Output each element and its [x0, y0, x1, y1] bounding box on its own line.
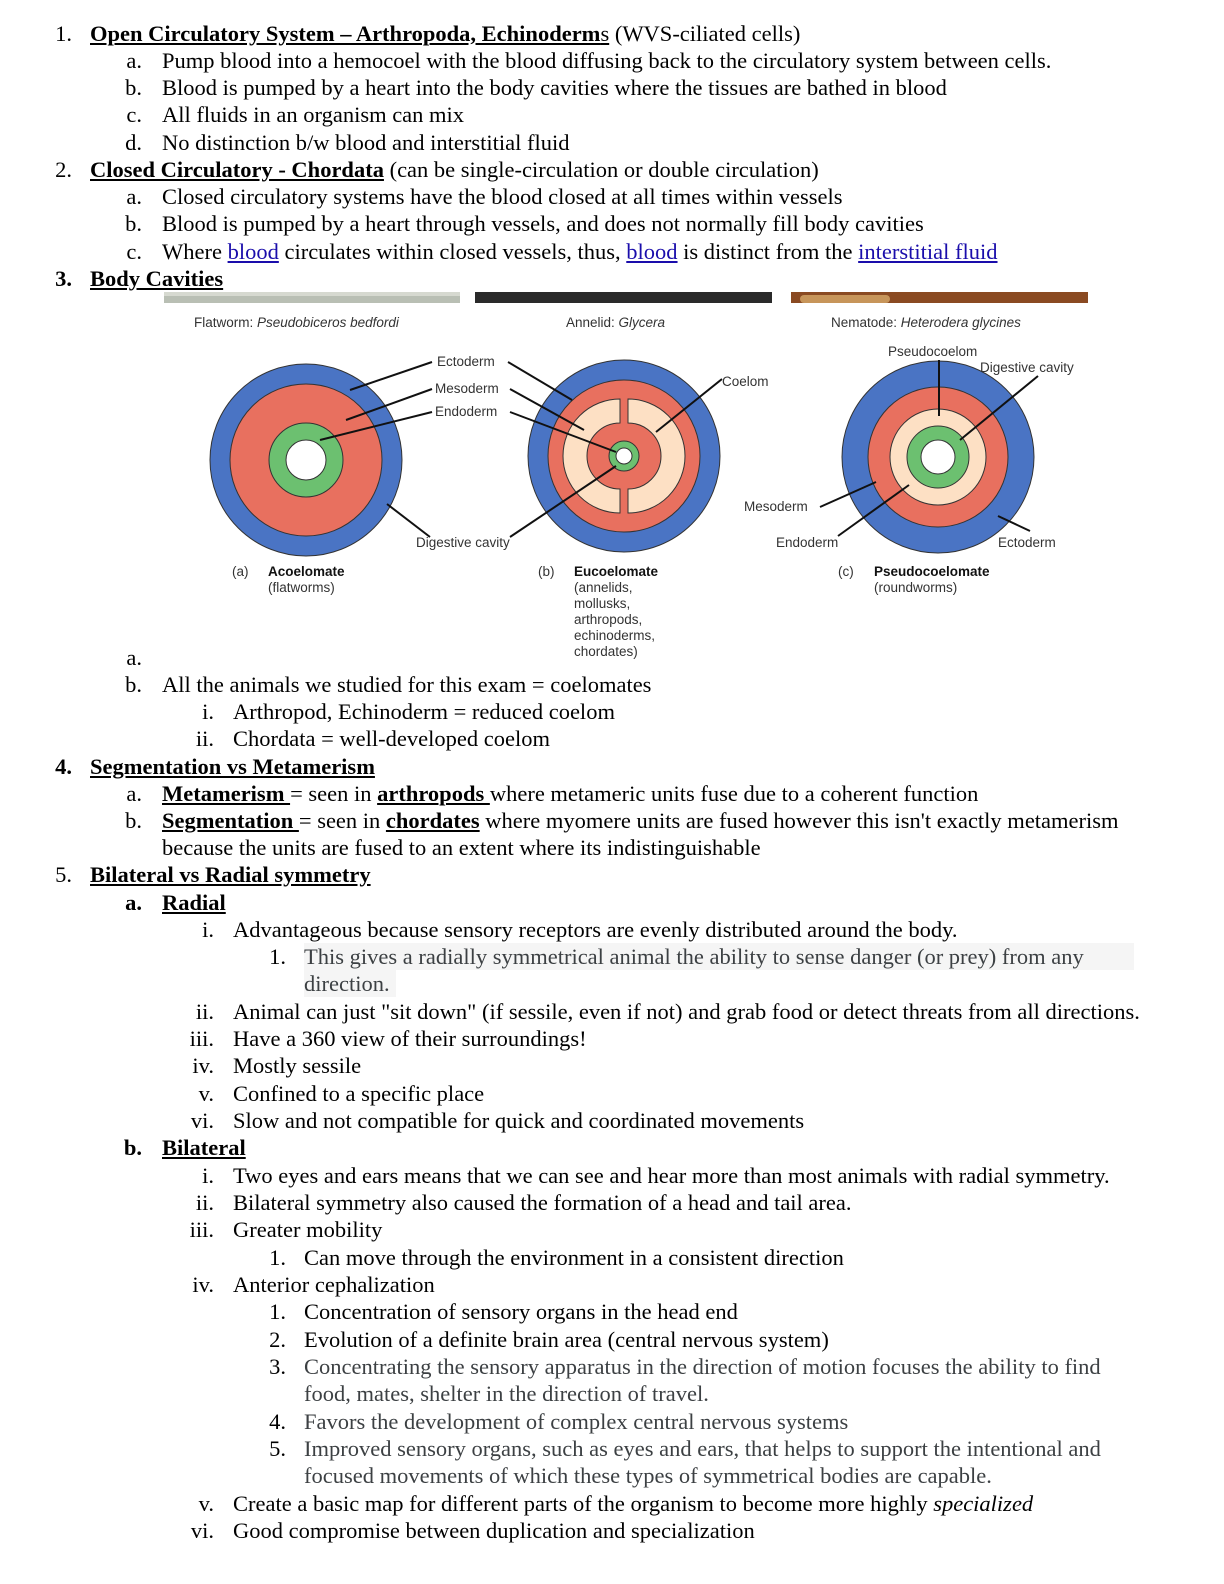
- list-item: Improved sensory organs, such as eyes and ears, that helps to support the intentional and: [304, 1436, 1101, 1461]
- list-item: This gives a radially symmetrical animal the ability to sense danger (or prey) from any: [304, 943, 1134, 970]
- caption-marker: (c): [838, 564, 854, 579]
- key-term: arthropods: [377, 781, 490, 806]
- list-marker: iii.: [189, 1217, 214, 1242]
- body-cavities-figure: [160, 292, 1090, 660]
- text-run: Where: [162, 239, 228, 264]
- list-item: Blood is pumped by a heart through vessels, and does not normally fill body cavities: [162, 211, 924, 236]
- bilateral-heading: [162, 1134, 246, 1161]
- caption-group: Annelid:: [566, 315, 619, 330]
- blood-link[interactable]: blood: [626, 239, 678, 264]
- blood-link[interactable]: blood: [227, 239, 279, 264]
- photo-caption-flatworm: [194, 315, 400, 330]
- label-endoderm: Endoderm: [776, 535, 839, 550]
- text-run: where myomere units are fused however this isn't exactly metamerism: [479, 808, 1119, 833]
- list-item: Concentrating the sensory apparatus in the direction of motion focuses the ability to find: [304, 1354, 1101, 1379]
- list-marker: a.: [126, 781, 142, 806]
- list-item: Favors the development of complex central nervous systems: [304, 1409, 849, 1434]
- caption-sub: arthropods,: [574, 612, 643, 627]
- list-marker: c.: [126, 102, 142, 127]
- text-run: where metameric units fuse due to a coherent function: [489, 781, 979, 806]
- label-digestive-cavity: Digestive cavity: [416, 535, 510, 550]
- label-mesoderm: Mesoderm: [744, 499, 808, 514]
- list-marker: 5.: [269, 1436, 286, 1461]
- list-marker: b.: [125, 672, 142, 697]
- list-marker: a.: [125, 890, 142, 915]
- list-marker: i.: [202, 1163, 214, 1188]
- list-marker: a.: [126, 48, 142, 73]
- list-marker: 1.: [269, 944, 286, 969]
- list-item: Mostly sessile: [233, 1053, 362, 1078]
- text-run: is distinct from the: [677, 239, 859, 264]
- eucoelomate-diagram: [528, 360, 720, 552]
- section-title: Segmentation vs Metamerism: [90, 754, 375, 779]
- list-item: [233, 1490, 1033, 1517]
- caption-group: Nematode:: [831, 315, 901, 330]
- caption-sub: (roundworms): [874, 580, 958, 595]
- list-marker: b.: [123, 1135, 142, 1160]
- list-item: Can move through the environment in a consistent direction: [304, 1245, 844, 1270]
- section-title: Body Cavities: [90, 266, 224, 291]
- list-item-continuation: because the units are fused to an extent where its indistinguishable: [162, 835, 761, 860]
- text-run: = seen in: [298, 808, 386, 833]
- caption-species: Glycera: [618, 315, 666, 330]
- list-item-continuation: food, mates, shelter in the direction of travel.: [304, 1381, 709, 1406]
- list-item: Concentration of sensory organs in the head end: [304, 1299, 738, 1324]
- list-item: Blood is pumped by a heart into the body cavities where the tissues are bathed in blood: [162, 75, 947, 100]
- caption-species: Heterodera glycines: [900, 315, 1021, 330]
- section-note: (can be single-circulation or double circulation): [383, 157, 819, 182]
- list-number: 3.: [55, 266, 72, 291]
- caption-sub: chordates): [574, 644, 638, 659]
- subsection-title: Bilateral: [162, 1135, 246, 1160]
- list-item: Arthropod, Echinoderm = reduced coelom: [233, 699, 615, 724]
- list-item: Chordata = well-developed coelom: [233, 726, 550, 751]
- list-item: Two eyes and ears means that we can see and hear more than most animals with radial symmetry.: [233, 1163, 1110, 1188]
- digestive-cavity: [921, 440, 955, 474]
- emphasis: specialized: [933, 1491, 1034, 1516]
- list-marker: 1.: [269, 1299, 286, 1324]
- section-3-heading: [90, 265, 223, 292]
- list-marker: iii.: [189, 1026, 214, 1051]
- list-marker: 3.: [269, 1354, 286, 1379]
- caption-species: Pseudobiceros bedfordi: [257, 315, 399, 330]
- nematode-photo-detail: [800, 295, 890, 303]
- key-term: Metamerism: [162, 781, 291, 806]
- radial-heading: [162, 889, 226, 916]
- list-item: Greater mobility: [233, 1217, 383, 1242]
- caption-marker: (b): [538, 564, 555, 579]
- section-title: Open Circulatory System – Arthropoda, Echinoderm: [90, 21, 601, 46]
- list-marker: 2.: [269, 1327, 286, 1352]
- subsection-title: Radial: [162, 890, 226, 915]
- caption-title: Pseudocoelomate: [874, 564, 990, 579]
- list-item: Evolution of a definite brain area (central nervous system): [304, 1327, 829, 1352]
- list-marker: iv.: [192, 1053, 214, 1078]
- list-item-continuation: direction.: [304, 970, 396, 997]
- digestive-cavity: [286, 440, 326, 480]
- caption-group: Flatworm:: [194, 315, 258, 330]
- section-note: (WVS-ciliated cells): [609, 21, 801, 46]
- list-item: Anterior cephalization: [233, 1272, 435, 1297]
- label-pseudocoelom: Pseudocoelom: [888, 344, 978, 359]
- list-item: All the animals we studied for this exam = coelomates: [162, 672, 652, 697]
- leader-line: [350, 362, 432, 390]
- interstitial-fluid-link[interactable]: interstitial fluid: [858, 239, 998, 264]
- list-item: No distinction b/w blood and interstitial fluid: [162, 130, 570, 155]
- list-item: Good compromise between duplication and specialization: [233, 1518, 755, 1543]
- acoelomate-diagram: [210, 364, 402, 556]
- list-marker: vi.: [190, 1518, 214, 1543]
- list-number: 1.: [55, 21, 72, 46]
- list-item: Animal can just "sit down" (if sessile, even if not) and grab food or detect threats from all directions.: [233, 999, 1140, 1024]
- label-endoderm: Endoderm: [435, 404, 498, 419]
- list-item: [162, 807, 1119, 834]
- list-item: Confined to a specific place: [233, 1081, 485, 1106]
- text-run: Create a basic map for different parts of the organism to become more highly: [233, 1491, 934, 1516]
- list-item: Have a 360 view of their surroundings!: [233, 1026, 587, 1051]
- text-run: circulates within closed vessels, thus,: [278, 239, 627, 264]
- list-marker: vi.: [190, 1108, 214, 1133]
- list-marker: a.: [126, 645, 142, 670]
- section-5-heading: [90, 861, 371, 888]
- list-marker: i.: [202, 699, 214, 724]
- list-item: Bilateral symmetry also caused the formation of a head and tail area.: [233, 1190, 852, 1215]
- list-number: 2.: [55, 157, 72, 182]
- section-2-heading: [90, 156, 819, 183]
- caption-sub: (flatworms): [268, 580, 335, 595]
- caption-sub: mollusks,: [574, 596, 631, 611]
- list-marker: v.: [198, 1491, 214, 1516]
- list-item: Slow and not compatible for quick and coordinated movements: [233, 1108, 805, 1133]
- list-item-continuation: focused movements of which these types of symmetrical bodies are capable.: [304, 1463, 992, 1488]
- list-marker: a.: [126, 184, 142, 209]
- label-mesoderm: Mesoderm: [435, 381, 499, 396]
- key-term: chordates: [385, 808, 480, 833]
- list-marker: b.: [125, 211, 142, 236]
- list-marker: d.: [125, 130, 142, 155]
- list-marker: b.: [125, 808, 142, 833]
- label-coelom: Coelom: [722, 374, 769, 389]
- section-title: Closed Circulatory - Chordata: [90, 157, 384, 182]
- label-digestive-cavity: Digestive cavity: [980, 360, 1074, 375]
- list-marker: i.: [202, 917, 214, 942]
- list-marker: v.: [198, 1081, 214, 1106]
- label-ectoderm: Ectoderm: [437, 354, 495, 369]
- list-item: Closed circulatory systems have the blood closed at all times within vessels: [162, 184, 843, 209]
- list-marker: iv.: [192, 1272, 214, 1297]
- section-title: Bilateral vs Radial symmetry: [90, 862, 371, 887]
- list-number: 5.: [55, 862, 72, 887]
- list-marker: c.: [126, 239, 142, 264]
- label-ectoderm: Ectoderm: [998, 535, 1056, 550]
- photo-caption-annelid: [566, 315, 666, 330]
- list-marker: ii.: [195, 726, 214, 751]
- list-item: Pump blood into a hemocoel with the blood diffusing back to the circulatory system between cells.: [162, 48, 1052, 73]
- list-item: [162, 238, 998, 265]
- list-marker: ii.: [195, 1190, 214, 1215]
- list-marker: ii.: [195, 999, 214, 1024]
- caption-sub: (annelids,: [574, 580, 633, 595]
- section-4-heading: [90, 753, 375, 780]
- list-item: All fluids in an organism can mix: [162, 102, 465, 127]
- annelid-photo: [475, 292, 772, 303]
- flatworm-photo-texture: [164, 292, 460, 296]
- photo-caption-nematode: [831, 315, 1021, 330]
- list-marker: 1.: [269, 1245, 286, 1270]
- digestive-cavity: [616, 448, 632, 464]
- leader-line: [387, 504, 430, 537]
- list-number: 4.: [55, 754, 72, 779]
- section-title-suffix: s: [600, 21, 610, 46]
- key-term: Segmentation: [162, 808, 299, 833]
- caption-title: Acoelomate: [268, 564, 345, 579]
- caption-marker: (a): [232, 564, 249, 579]
- list-item: Advantageous because sensory receptors are evenly distributed around the body.: [233, 917, 958, 942]
- text-run: = seen in: [290, 781, 378, 806]
- list-marker: b.: [125, 75, 142, 100]
- section-1-heading: [90, 20, 800, 47]
- caption-sub: echinoderms,: [574, 628, 656, 643]
- list-marker: 4.: [269, 1409, 286, 1434]
- caption-title: Eucoelomate: [574, 564, 659, 579]
- list-item: [162, 780, 978, 807]
